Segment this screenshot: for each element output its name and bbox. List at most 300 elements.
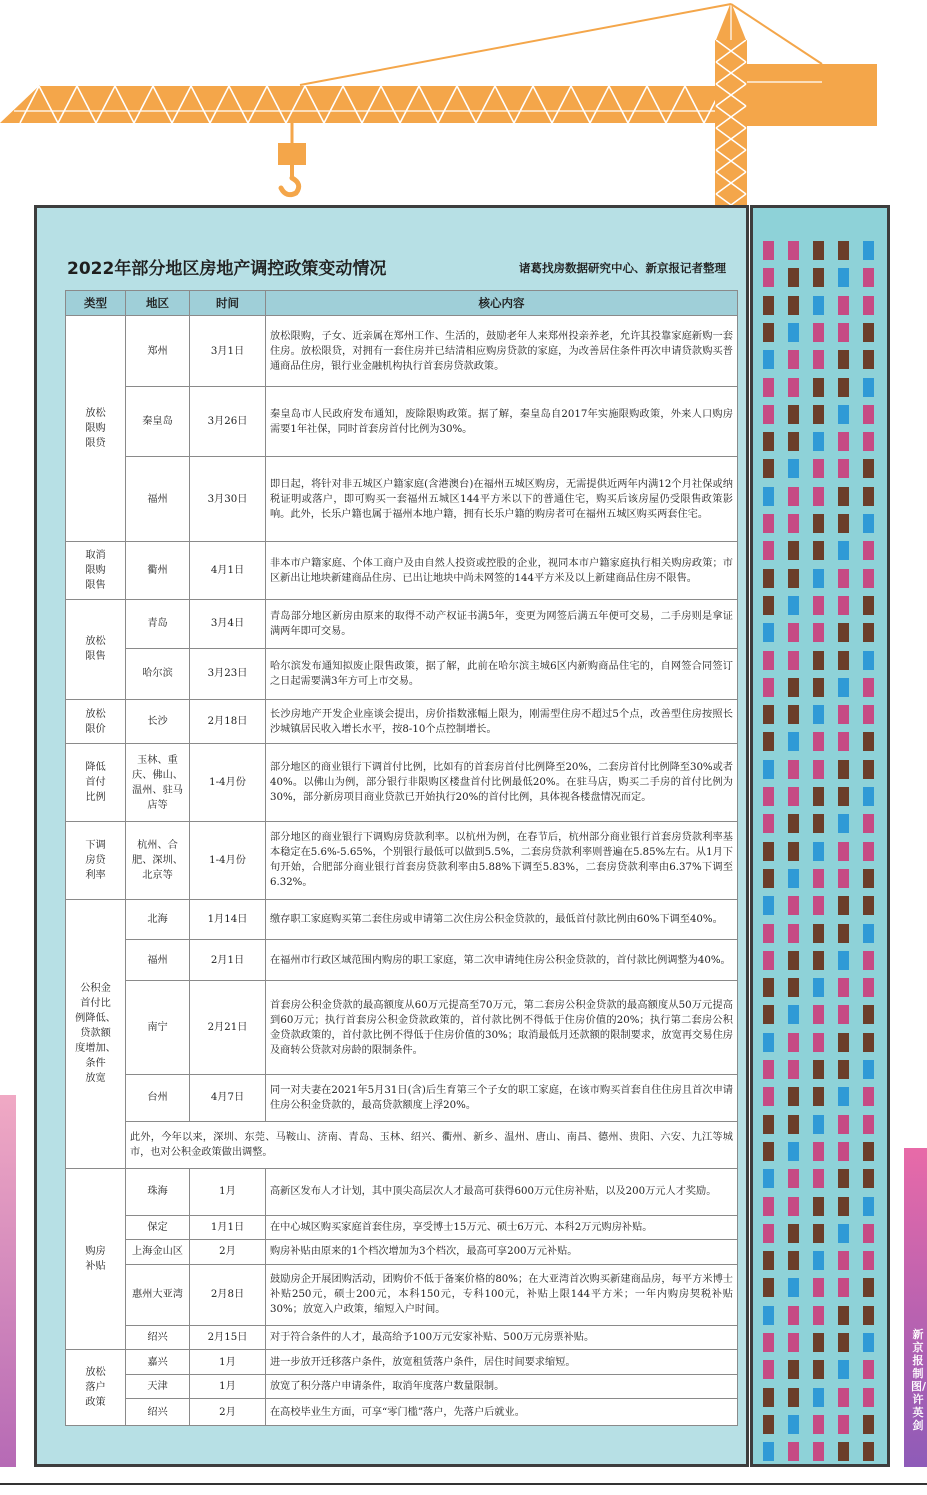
building-window [813, 569, 824, 588]
building-window [763, 1169, 774, 1188]
table-row [66, 456, 738, 542]
building-window [863, 623, 874, 642]
building-window [763, 378, 774, 397]
building-window [763, 514, 774, 533]
building-window [813, 1278, 824, 1297]
region-cell: 秦皇岛 [126, 387, 190, 456]
building-window [763, 268, 774, 287]
building-window [863, 1033, 874, 1052]
region-cell: 上海金山区 [126, 1240, 190, 1264]
table-row [66, 599, 738, 648]
building-window [788, 1442, 799, 1461]
building-window [788, 1278, 799, 1297]
building-window [763, 487, 774, 506]
building-window [863, 1415, 874, 1434]
policy-table [65, 290, 738, 1426]
column-header-time: 时间 [190, 291, 266, 316]
time-cell: 1-4月份 [190, 821, 266, 899]
building-window [788, 1197, 799, 1216]
building-window [838, 814, 849, 833]
building-window [863, 1278, 874, 1297]
building-window [863, 405, 874, 424]
time-cell: 3月1日 [190, 316, 266, 387]
building-window [763, 1415, 774, 1434]
building-window [813, 323, 824, 342]
policy-type-cell: 放松 落户 政策 [66, 1350, 126, 1426]
building-window [863, 1360, 874, 1379]
building-window [863, 323, 874, 342]
building-window [838, 1360, 849, 1379]
crane-hook [278, 123, 306, 195]
time-cell: 2月18日 [190, 699, 266, 744]
table-row [66, 1121, 738, 1168]
building-window [763, 541, 774, 560]
building-window [788, 514, 799, 533]
building-window [863, 1197, 874, 1216]
building-window [813, 1415, 824, 1434]
building-window [763, 241, 774, 260]
table-row [66, 899, 738, 940]
building-window [838, 1033, 849, 1052]
time-cell: 4月1日 [190, 542, 266, 599]
building-window [788, 350, 799, 369]
building-window [813, 814, 824, 833]
content-cell: 哈尔滨发布通知拟废止限售政策，据了解，此前在哈尔滨主城6区内新购商品住宅的，自网签合同签订之日起需要满3年方可上市交易。 [266, 648, 738, 699]
building-window [788, 1415, 799, 1434]
building-window [863, 596, 874, 615]
table-row [66, 1374, 738, 1398]
building-window [863, 1442, 874, 1461]
building-window [788, 1388, 799, 1407]
region-cell: 杭州、合肥、深圳、北京等 [126, 821, 190, 899]
building-window [813, 1060, 824, 1079]
content-cell: 部分地区的商业银行下调购房贷款利率。以杭州为例，在春节后，杭州部分商业银行首套房贷款利率基本稳定在5.6%-5.65%，个别银行最低可以做到5.5%，二套房贷款利率则普遍在5.85%左右。从1月下旬开始，合肥部分商业银行首套房贷款利率由5.88%下调至5.83%，二套房贷款利率由6.37%下调至6.32%。 [266, 821, 738, 899]
building-window [863, 814, 874, 833]
building-window [788, 1005, 799, 1024]
time-cell: 2月8日 [190, 1264, 266, 1325]
building-window [788, 541, 799, 560]
building-window [863, 541, 874, 560]
building-window [763, 787, 774, 806]
table-row [66, 1350, 738, 1374]
building-window [788, 378, 799, 397]
table-row [66, 1074, 738, 1121]
building-window [763, 1251, 774, 1270]
building-window [838, 869, 849, 888]
building-window [788, 896, 799, 915]
left-decor-bar [0, 1095, 16, 1467]
table-row [66, 821, 738, 899]
time-cell: 3月4日 [190, 599, 266, 648]
building-window [863, 378, 874, 397]
building-window [838, 541, 849, 560]
building-window [788, 487, 799, 506]
building-window [788, 842, 799, 861]
building-window [813, 1224, 824, 1243]
time-cell: 1月 [190, 1350, 266, 1374]
table-row [66, 542, 738, 599]
building-window [838, 842, 849, 861]
building-window [838, 1197, 849, 1216]
building-window [863, 1087, 874, 1106]
content-cell: 在中心城区购买家庭首套住房，享受博士15万元、硕士6万元、本科2万元购房补贴。 [266, 1215, 738, 1239]
building-window [763, 814, 774, 833]
time-cell: 1月1日 [190, 1215, 266, 1239]
building-window [838, 596, 849, 615]
graphic-credit: 新京报制图/许英剑 [911, 1328, 927, 1432]
building-window [863, 432, 874, 451]
time-cell: 2月 [190, 1240, 266, 1264]
policy-type-cell: 放松 限售 [66, 599, 126, 699]
building-window [763, 623, 774, 642]
building-window [813, 842, 824, 861]
region-cell: 珠海 [126, 1168, 190, 1215]
building-window [788, 569, 799, 588]
building-window [863, 514, 874, 533]
building-window [788, 1087, 799, 1106]
region-cell: 青岛 [126, 599, 190, 648]
building-window [838, 651, 849, 670]
content-cell: 在高校毕业生方面，可享“零门槛”落户，先落户后就业。 [266, 1399, 738, 1426]
region-cell: 衢州 [126, 542, 190, 599]
building-window [763, 350, 774, 369]
content-cell: 购房补贴由原来的1个档次增加为3个档次，最高可享200万元补贴。 [266, 1240, 738, 1264]
building-window [763, 924, 774, 943]
content-cell: 长沙房地产开发企业座谈会提出，房价指数涨幅上限为，刚需型住房不超过5个点，改善型住房按照长沙城镇居民收入增长水平，按8-10个点控制增长。 [266, 699, 738, 744]
counterweight [747, 64, 877, 126]
policy-type-cell: 下调 房贷 利率 [66, 821, 126, 899]
building-window [863, 651, 874, 670]
building-window [788, 760, 799, 779]
building-window [788, 432, 799, 451]
note-cell: 此外，今年以来，深圳、东莞、马鞍山、济南、青岛、玉林、绍兴、衢州、新乡、温州、唐山、南昌、德州、贵阳、六安、九江等城市，也对公积金政策做出调整。 [126, 1121, 738, 1168]
building-window [838, 1306, 849, 1325]
building-window [763, 951, 774, 970]
building-window [863, 732, 874, 751]
building-window [838, 705, 849, 724]
building-window [838, 514, 849, 533]
building-window [838, 241, 849, 260]
building-window [838, 1333, 849, 1352]
building-window [838, 432, 849, 451]
content-cell: 部分地区的商业银行下调首付比例，比如有的首套房首付比例降至20%，二套房首付比例降至30%或者40%。以佛山为例，部分银行非限购区楼盘首付比例最低20%。在驻马店，购买二手房的首付比例为30%，部分新房项目商业贷款已开始执行20%的首付比例，具体视各楼盘情况而定。 [266, 744, 738, 822]
building-window [838, 378, 849, 397]
content-cell: 放宽了积分落户申请条件，取消年度落户数量限制。 [266, 1374, 738, 1398]
source-credit: 诸葛找房数据研究中心、新京报记者整理 [519, 261, 726, 275]
building-window [813, 924, 824, 943]
building-window [813, 705, 824, 724]
building-window [813, 1169, 824, 1188]
table-row [66, 699, 738, 744]
region-cell: 玉林、重庆、佛山、温州、驻马店等 [126, 744, 190, 822]
building-window [788, 596, 799, 615]
building-window [813, 596, 824, 615]
building-window [838, 1224, 849, 1243]
building-window [763, 1333, 774, 1352]
building-window [788, 924, 799, 943]
building-window [763, 760, 774, 779]
table-row [66, 1240, 738, 1264]
building-window [763, 1142, 774, 1161]
building-window [838, 1388, 849, 1407]
building-window [763, 323, 774, 342]
content-cell: 放松限购，子女、近亲属在郑州工作、生活的，鼓励老年人来郑州投亲养老，允许其投靠家庭新购一套住房。放松限贷，对拥有一套住房并已结清相应购房贷款的家庭，为改善居住条件再次申请贷款购买普通商品住房，银行业金融机构执行首套房贷款政策。 [266, 316, 738, 387]
building-window [788, 296, 799, 315]
policy-type-cell: 放松 限价 [66, 699, 126, 744]
building-window [788, 241, 799, 260]
building-window [813, 951, 824, 970]
building-window [788, 459, 799, 478]
building-window [838, 732, 849, 751]
building-window [863, 1306, 874, 1325]
building-window [813, 1033, 824, 1052]
building-window [863, 1388, 874, 1407]
policy-type-cell: 取消 限购 限售 [66, 542, 126, 599]
building-window [763, 459, 774, 478]
building-window [813, 1333, 824, 1352]
content-cell: 即日起，将针对非五城区户籍家庭(含港澳台)在福州五城区购房，无需提供近两年内满12个月社保或纳税证明或落户，即可购买一套福州五城区144平方米以下的普通住宅，购买后该房屋仍受限售政策影响。此外，长乐户籍也属于福州本地户籍，拥有长乐户籍的购房者可在福州五城区购买两套住宅。 [266, 456, 738, 542]
building-window [863, 1115, 874, 1134]
building-window [813, 459, 824, 478]
building-window [838, 296, 849, 315]
building-window [813, 896, 824, 915]
building-window [813, 268, 824, 287]
time-cell: 1月14日 [190, 899, 266, 940]
table-row [66, 940, 738, 981]
page-title: 2022年部分地区房地产调控政策变动情况 [67, 259, 387, 279]
building-window [863, 678, 874, 697]
time-cell: 4月7日 [190, 1074, 266, 1121]
column-header-region: 地区 [126, 291, 190, 316]
building-window [838, 1415, 849, 1434]
building-window [838, 1060, 849, 1079]
time-cell: 1月 [190, 1168, 266, 1215]
building-window [838, 1087, 849, 1106]
building-window [813, 1360, 824, 1379]
building-window [863, 487, 874, 506]
building-window [788, 1224, 799, 1243]
building-window [813, 732, 824, 751]
building-window [863, 241, 874, 260]
column-header-type: 类型 [66, 291, 126, 316]
building-window [813, 1087, 824, 1106]
building-window [763, 1033, 774, 1052]
building-window [838, 1169, 849, 1188]
content-cell: 高新区发布人才计划，其中顶尖高层次人才最高可获得600万元住房补贴，以及200万元人才奖励。 [266, 1168, 738, 1215]
region-cell: 长沙 [126, 699, 190, 744]
building-window [838, 896, 849, 915]
content-cell: 青岛部分地区新房由原来的取得不动产权证书满5年，变更为网签后满五年便可交易，二手房则是拿证满两年即可交易。 [266, 599, 738, 648]
building-window [788, 1251, 799, 1270]
building-window [838, 1005, 849, 1024]
building-window [813, 378, 824, 397]
building-window [863, 1333, 874, 1352]
building-window [788, 1142, 799, 1161]
building-window [863, 1005, 874, 1024]
building-window [838, 459, 849, 478]
building-window [763, 1197, 774, 1216]
building-window [763, 1388, 774, 1407]
building-window [838, 787, 849, 806]
building-window [788, 951, 799, 970]
building-window [813, 869, 824, 888]
building-window [838, 1278, 849, 1297]
building-window [863, 268, 874, 287]
content-cell: 缴存职工家庭购买第二套住房或申请第二次住房公积金贷款的，最低首付款比例由60%下调至40%。 [266, 899, 738, 940]
building-window [838, 1142, 849, 1161]
building-window [763, 678, 774, 697]
building-window [813, 760, 824, 779]
building-window [763, 869, 774, 888]
region-cell: 惠州大亚湾 [126, 1264, 190, 1325]
building-window [813, 541, 824, 560]
building-window [838, 978, 849, 997]
building-window [813, 1306, 824, 1325]
column-header-content: 核心内容 [266, 291, 738, 316]
building-window [788, 1360, 799, 1379]
building-window [838, 1251, 849, 1270]
building-window [838, 678, 849, 697]
building-window [863, 350, 874, 369]
building-window [813, 1388, 824, 1407]
time-cell: 3月26日 [190, 387, 266, 456]
building-window [838, 405, 849, 424]
building-window [788, 1033, 799, 1052]
building-window [788, 651, 799, 670]
policy-board [34, 205, 749, 1467]
building-window [813, 241, 824, 260]
building-window [763, 1224, 774, 1243]
building-window [763, 1306, 774, 1325]
time-cell: 3月23日 [190, 648, 266, 699]
building-window [788, 1306, 799, 1325]
building-window [763, 405, 774, 424]
building-window [813, 623, 824, 642]
building-window [788, 787, 799, 806]
building-window [763, 432, 774, 451]
time-cell: 2月1日 [190, 940, 266, 981]
building-window [863, 569, 874, 588]
content-cell: 鼓励房企开展团购活动，团购价不低于备案价格的80%；在大亚湾首次购买新建商品房，每平方米博士补贴250元，硕士200元，本科150元，专科100元，补贴上限144平方米；一年内购房契税补贴30%；放宽入户政策，缩短入户时间。 [266, 1264, 738, 1325]
table-row [66, 1264, 738, 1325]
building-window [838, 350, 849, 369]
table-header-row [66, 291, 738, 316]
building-window [763, 1005, 774, 1024]
building-window [863, 978, 874, 997]
building-window [813, 787, 824, 806]
building-window [788, 268, 799, 287]
building-window [813, 296, 824, 315]
content-cell: 秦皇岛市人民政府发布通知，废除限购政策。据了解，秦皇岛自2017年实施限购政策，外来人口购房需要1年社保，同时首套房首付比例为30%。 [266, 387, 738, 456]
building-window [863, 459, 874, 478]
content-cell: 进一步放开迁移落户条件，放宽租赁落户条件，居住时间要求缩短。 [266, 1350, 738, 1374]
building-window [863, 787, 874, 806]
building-window [813, 978, 824, 997]
building-window [813, 514, 824, 533]
crane-illustration [0, 0, 927, 210]
content-cell: 对于符合条件的人才，最高给予100万元安家补贴、500万元房票补贴。 [266, 1325, 738, 1349]
building-window [863, 705, 874, 724]
building-window [813, 432, 824, 451]
building-window [788, 1060, 799, 1079]
policy-table-wrap [65, 290, 737, 1426]
building-window [788, 732, 799, 751]
building-window [863, 1251, 874, 1270]
building-window [788, 705, 799, 724]
building-window [838, 1442, 849, 1461]
table-row [66, 648, 738, 699]
region-cell: 南宁 [126, 981, 190, 1075]
policy-type-cell: 降低 首付 比例 [66, 744, 126, 822]
region-cell: 福州 [126, 456, 190, 542]
building-window [813, 1005, 824, 1024]
content-cell: 非本市户籍家庭、个体工商户及由自然人投资或控股的企业，视同本市户籍家庭执行相关购房政策；市区新出让地块新建商品住房、已出让地块中尚未网签的144平方米及以上新建商品住房不限售。 [266, 542, 738, 599]
building-window [763, 1115, 774, 1134]
building-tower [750, 205, 890, 1467]
time-cell: 1-4月份 [190, 744, 266, 822]
crane-mast [715, 2, 747, 210]
region-cell: 哈尔滨 [126, 648, 190, 699]
building-window [813, 1442, 824, 1461]
building-window [863, 1142, 874, 1161]
building-window [863, 1169, 874, 1188]
region-cell: 台州 [126, 1074, 190, 1121]
building-window [763, 1442, 774, 1461]
building-window [763, 1360, 774, 1379]
building-window [763, 896, 774, 915]
building-window [813, 1251, 824, 1270]
building-window [788, 323, 799, 342]
building-window [863, 842, 874, 861]
building-window [813, 350, 824, 369]
building-window [763, 651, 774, 670]
bottom-rule [0, 1483, 927, 1485]
building-window [763, 978, 774, 997]
building-window [813, 1142, 824, 1161]
building-window [788, 678, 799, 697]
table-row [66, 1325, 738, 1349]
building-window [863, 1060, 874, 1079]
policy-type-cell: 放松 限购 限贷 [66, 316, 126, 542]
building-window [838, 623, 849, 642]
table-row [66, 1399, 738, 1426]
building-window [763, 296, 774, 315]
region-cell: 郑州 [126, 316, 190, 387]
building-window [788, 869, 799, 888]
policy-table-body [66, 316, 738, 1426]
building-window [788, 405, 799, 424]
policy-type-cell: 公积金 首付比 例降低、 贷款额 度增加、 条件 放宽 [66, 899, 126, 1168]
building-window [763, 596, 774, 615]
crane-jib [0, 85, 742, 123]
building-window [863, 951, 874, 970]
region-cell: 保定 [126, 1215, 190, 1239]
building-window [863, 896, 874, 915]
building-window [838, 951, 849, 970]
time-cell: 1月 [190, 1374, 266, 1398]
content-cell: 在福州市行政区域范围内购房的职工家庭，第二次申请纯住房公积金贷款的，首付款比例调整为40%。 [266, 940, 738, 981]
table-row [66, 981, 738, 1075]
region-cell: 嘉兴 [126, 1350, 190, 1374]
building-window [838, 569, 849, 588]
table-row [66, 387, 738, 456]
time-cell: 2月15日 [190, 1325, 266, 1349]
building-window [763, 569, 774, 588]
building-window [763, 842, 774, 861]
building-window [763, 1278, 774, 1297]
building-window [863, 924, 874, 943]
building-window [788, 1115, 799, 1134]
